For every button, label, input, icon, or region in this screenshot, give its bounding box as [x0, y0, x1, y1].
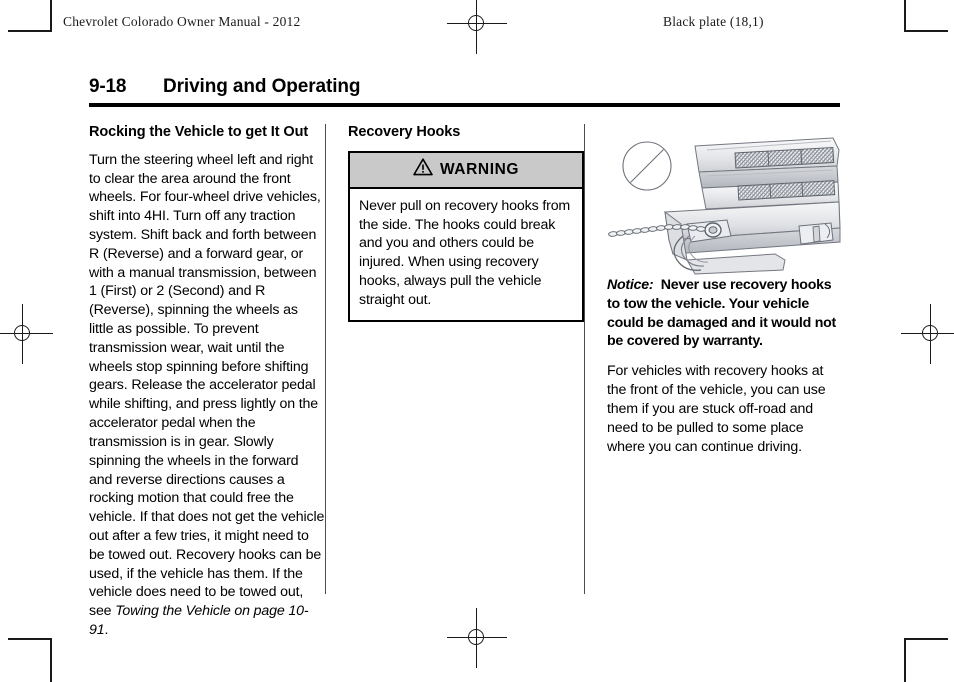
crop-mark-bottom-left — [26, 624, 72, 670]
warning-body — [350, 189, 582, 320]
chapter-rule — [89, 103, 840, 107]
registration-mark-left — [0, 304, 53, 364]
truck-front-recovery-hook-illustration — [607, 124, 843, 276]
warning-header — [350, 153, 582, 189]
paragraph-text-end: . — [104, 622, 109, 638]
notice-text: Never use recovery hooks to tow the vehicle. Your vehicle could be damaged and it would not be covered by warranty. — [607, 277, 836, 350]
page-number: 9-18 — [89, 76, 127, 97]
warning-box — [348, 151, 584, 322]
section-title-rocking-the-vehicle: Rocking the Vehicle to get It Out — [89, 124, 309, 140]
paragraph-rocking-instructions — [89, 151, 325, 640]
column-middle — [348, 124, 584, 322]
manual-title: Chevrolet Colorado Owner Manual - 2012 — [63, 14, 301, 29]
black-plate-label: Black plate (18,1) — [663, 14, 764, 29]
registration-mark-bottom — [447, 608, 507, 668]
column-divider-2 — [584, 124, 585, 594]
prohibition-symbol — [623, 142, 671, 190]
page-header — [0, 14, 954, 38]
notice-paragraph — [607, 276, 843, 351]
chapter-heading — [89, 76, 840, 107]
section-title-recovery-hooks: Recovery Hooks — [348, 124, 461, 140]
column-divider-1 — [325, 124, 326, 594]
column-left — [89, 124, 325, 640]
bumper-trim-right — [799, 223, 833, 244]
crop-mark-bottom-right — [882, 624, 928, 670]
cross-reference-towing-the-vehicle[interactable]: Towing the Vehicle on page 10-91 — [89, 603, 309, 638]
page-title: Driving and Operating — [163, 76, 361, 97]
warning-triangle-icon — [413, 158, 433, 181]
page-content — [89, 124, 841, 638]
warning-label: WARNING — [439, 160, 520, 178]
paragraph-text: Turn the steering wheel left and right to clear the area around the front wheels. For four-wheel drive vehicles, shift into 4HI. Turn off any traction system. Shift back and forth between R (Reverse) and a forward gear, or with a manual transmission, between 1 (First) or 2 (Second) and R (Reverse), spinning the wheels as little as possible. To prevent transmission wear, wait until the wheels stop spinning before shifting gears. Release the accelerator pedal while shifting, and press lightly on the accelerator pedal when the transmission is in gear. Slowly spinning the wheels in the forward and reverse directions causes a rocking motion that could free the vehicle. If that does not get the vehicle out after a few tries, it might need to be towed out. Recovery hooks can be used, if the vehicle has them. If the vehicle does need to be towed out, see — [89, 151, 325, 620]
warning-text: Never pull on recovery hooks from the side. The hooks could break and you and others could be injured. When using recovery hooks, always pull the vehicle straight out. — [359, 197, 571, 308]
paragraph-recovery-hook-usage: For vehicles with recovery hooks at the front of the vehicle, you can use them if you are stuck off-road and need to be pulled to some place where you can continue driving. — [607, 363, 826, 455]
column-right — [607, 124, 843, 456]
registration-mark-right — [901, 304, 954, 364]
notice-label: Notice: — [607, 277, 654, 293]
